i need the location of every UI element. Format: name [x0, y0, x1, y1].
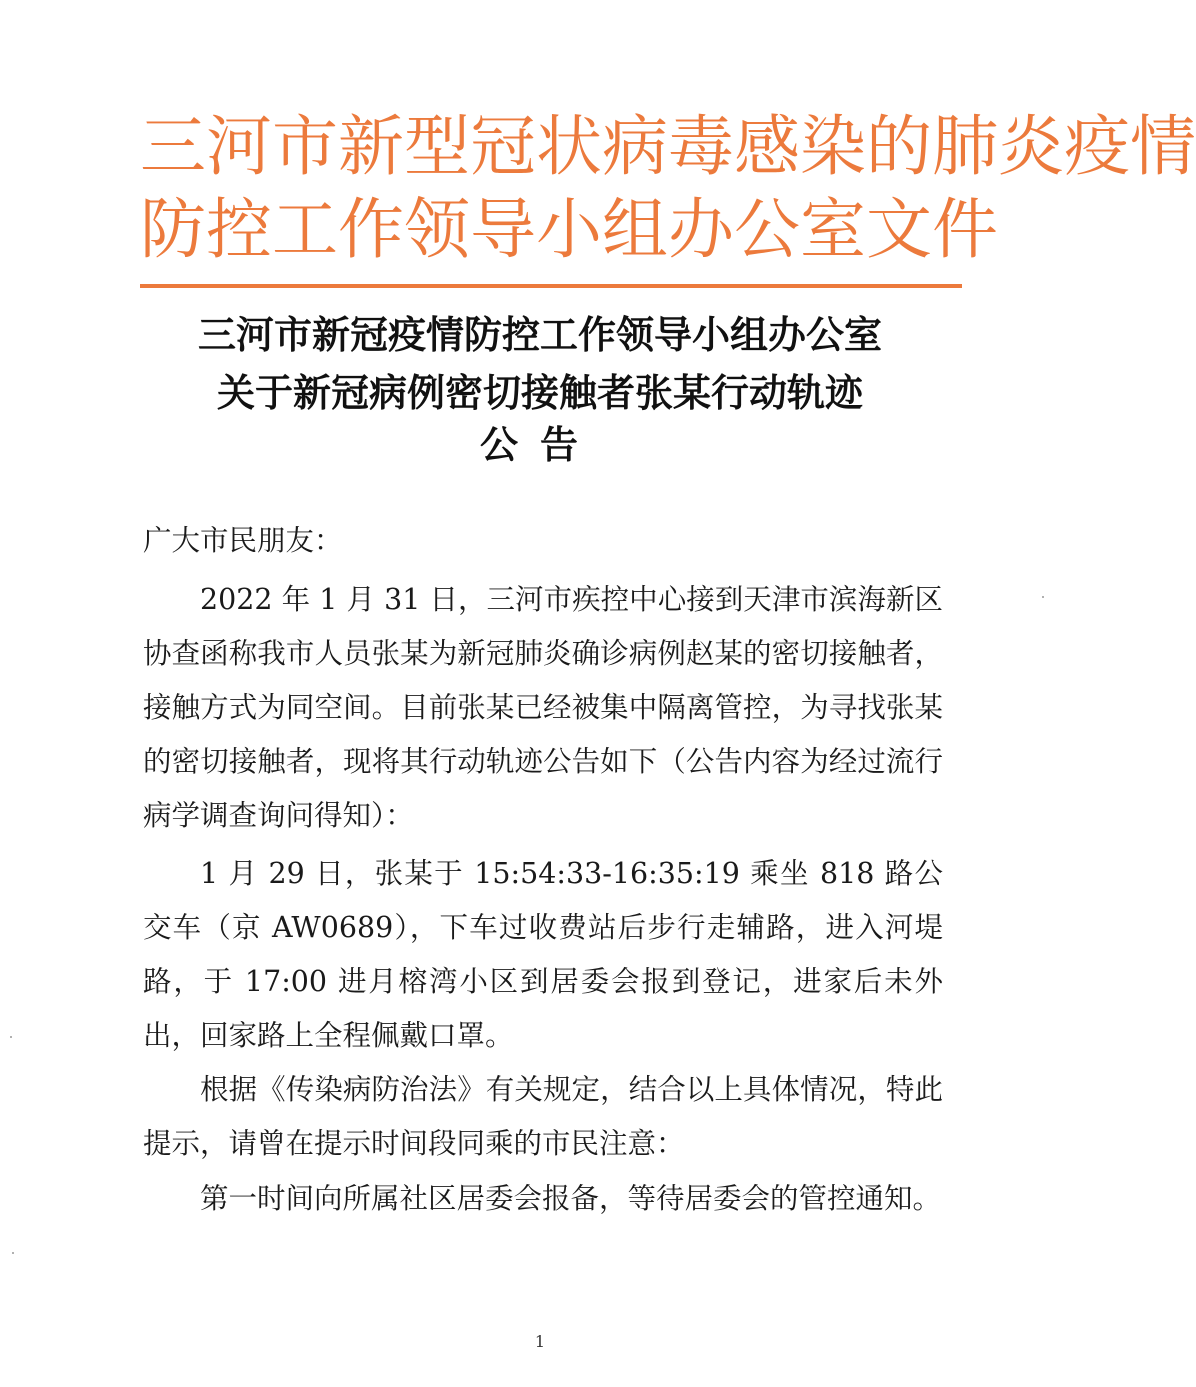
red-header-line-2: 防控工作领导小组办公室文件 [140, 191, 998, 268]
scan-speck [12, 1252, 14, 1254]
page-number: 1 [534, 1332, 546, 1351]
greeting: 广大市民朋友： [143, 524, 343, 557]
greeting-block [143, 514, 943, 568]
scan-speck [10, 1036, 12, 1038]
paragraph-4: 第一时间向所属社区居委会报备，等待居委会的管控通知。 [200, 1182, 942, 1215]
paragraph-block-1 [143, 573, 943, 843]
notice-title-line-1: 三河市新冠疫情防控工作领导小组办公室 [197, 313, 882, 357]
paragraph-1: 2022 年 1 月 31 日，三河市疾控中心接到天津市滨海新区协查函称我市人员张某为新冠肺炎确诊病例赵某的密切接触者，接触方式为同空间。目前张某已经被集中隔离管控，为寻找张某的密切接触者，现将其行动轨迹公告如下（公告内容为经过流行病学调查询问得知）： [143, 583, 943, 832]
notice-title-line-2: 关于新冠病例密切接触者张某行动轨迹 [216, 371, 863, 415]
paragraph-3: 根据《传染病防治法》有关规定，结合以上具体情况，特此提示，请曾在提示时间段同乘的市民注意： [143, 1073, 943, 1160]
red-header-rule [140, 284, 962, 288]
paragraph-2: 1 月 29 日，张某于 15:54:33-16:35:19 乘坐 818 路公交车（京 AW0689），下车过收费站后步行走辅路，进入河堤路，于 17:00 进月榕湾小区到居委会报到登记，进家后未外出，回家路上全程佩戴口罩。 [143, 857, 943, 1052]
notice-title-line-3: 公告 [479, 423, 600, 467]
paragraph-block-3 [143, 1063, 943, 1171]
scan-speck [1042, 596, 1044, 598]
red-header-line-1: 三河市新型冠状病毒感染的肺炎疫情 [140, 108, 1196, 185]
paragraph-block-2 [143, 847, 943, 1063]
paragraph-block-4 [143, 1172, 943, 1226]
